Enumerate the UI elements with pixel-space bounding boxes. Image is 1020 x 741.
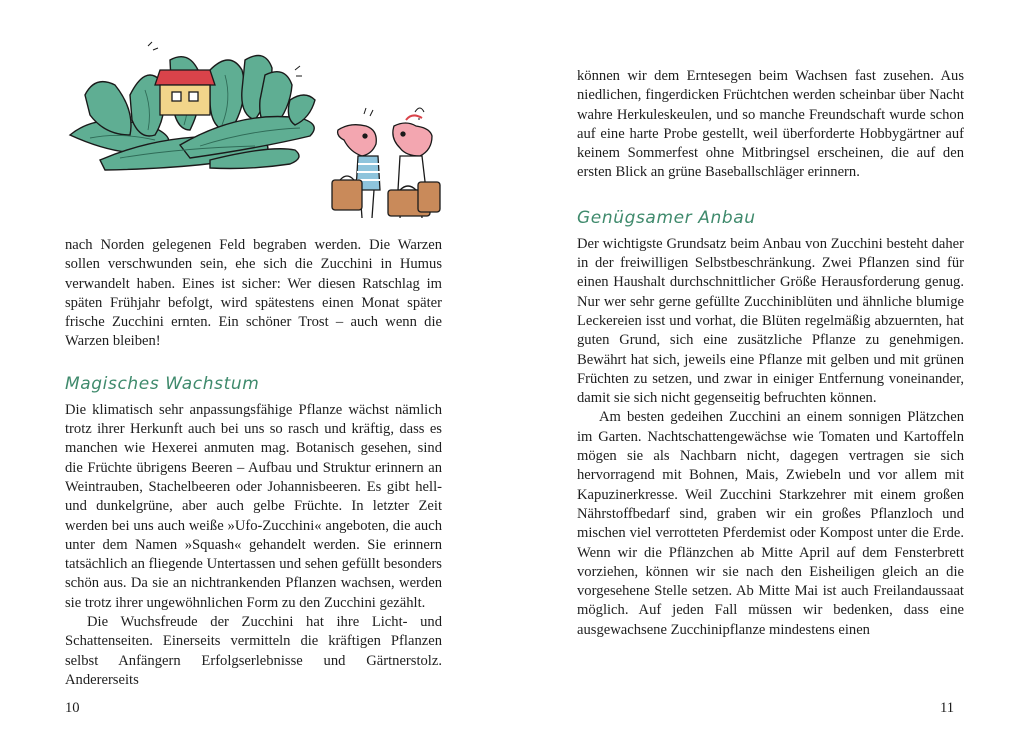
traveler-left-drawing <box>332 125 380 218</box>
page-number: 10 <box>65 700 80 716</box>
zucchini-house-travelers-illustration <box>60 40 460 225</box>
left-text-column <box>65 236 442 690</box>
right-page <box>510 0 1020 741</box>
house-drawing <box>155 70 215 115</box>
paragraph: können wir dem Erntesegen beim Wachsen fast zusehen. Aus niedlichen, fingerdicken Früchtchen werden scheinbar über Nacht wahre Herkuleskeulen, und so manche Freundschaft wurde schon auf eine harte Probe gestellt, weil überforderte Hobbygärtner auf keinem Sommerfest ohne Mitbringsel erscheinen, die auf den ersten Blick an grüne Baseballschläger erinnern. <box>577 68 964 181</box>
paragraph: Der wichtigste Grundsatz beim Anbau von Zucchini besteht daher in der freiwilligen Selbstbeschränkung. Zwei Pflanzen sind für einen Haushalt durchschnittlicher Größe Herausforderung genug. Nur wer sehr gerne gefüllte Zucchiniblüten und ähnliche blumige Leckereien isst und vorhat, die Blüten regelmäßig abzuernten, hat guten Grund, sich eine zusätzliche Pflanze zu genehmigen. Bewährt hat sich, jeweils eine Pflanze mit gelben und mit grünen Früchten zu setzen, und zwar in einiger Entfernung voneinander, damit sie sich nicht gegenseitig befruchten können. <box>577 235 964 407</box>
paragraph: nach Norden gelegenen Feld begraben werden. Die Warzen sollen verschwunden sein, ehe sich die Zucchini in Humus verwandelt haben. Eines ist sicher: Wer diesen Ratschlag im späten Frühjahr befolgt, wird spätestens einen Monat später frische Zucchini ernten. Ein schöner Trost – auch wenn die Warzen bleiben! <box>65 237 442 350</box>
paragraph: Die klimatisch sehr anpassungsfähige Pflanze wächst nämlich trotz ihrer Herkunft auch bei uns so rasch und kräftig, dass es manchen wie Hexerei anmuten mag. Botanisch gesehen, sind die Früchte übrigens Beeren – Aufbau und Struktur erinnern an Weintrauben, Stachelbeeren oder Johannisbeeren. Es gibt hell- und dunkelgrüne, aber auch gelbe Früchte. In letzter Zeit werden bei uns auch weiße »Ufo-Zucchini« angeboten, die auch unter dem Namen »Squash« gehandelt werden. Sie erinnern tatsächlich an fliegende Untertassen und sehen gefüllt besonders schön aus. Da sie an nichtrankenden Pflanzen wachsen, werden sie trotz ihrer ungewöhnlichen Form zu den Zucchini gezählt. <box>65 401 442 611</box>
right-text-column <box>577 67 964 640</box>
page-number: 11 <box>940 700 955 716</box>
section-heading: Genügsamer Anbau <box>577 207 756 228</box>
paragraph: Am besten gedeihen Zucchini an einem sonnigen Plätzchen im Garten. Nachtschattengewächse wie Tomaten und Kartoffeln mögen sie als Nachbarn nicht, dagegen vertragen sie sich hervorragend mit Bohnen, Mais, Zwiebeln und vor allem mit Kapuzinerkresse. Weil Zucchini Starkzehrer mit einem großen Nährstoffbedarf sind, graben wir ein großes Pflanzloch und mischen viel verrotteten Pferdemist oder Kompost unter die Erde. Wenn wir die Pflänzchen ab Mitte April auf dem Fensterbrett vorziehen, können wir sie nach den Eisheiligen gleich an die vorgesehene Stelle setzen. Ab Mitte Mai ist auch Freilandaussaat möglich. Auf jeden Fall müssen wir bedenken, dass eine ausgewachsene Zucchinipflanze mindestens einen <box>577 409 964 638</box>
section-heading: Magisches Wachstum <box>65 373 260 394</box>
traveler-right-drawing <box>388 115 440 218</box>
paragraph: Die Wuchsfreude der Zucchini hat ihre Licht- und Schattenseiten. Einerseits vermitteln die kräftigen Pflanzen selbst Anfängern Erfolgserlebnisse und Gärtnerstolz. Andererseits <box>65 614 442 688</box>
